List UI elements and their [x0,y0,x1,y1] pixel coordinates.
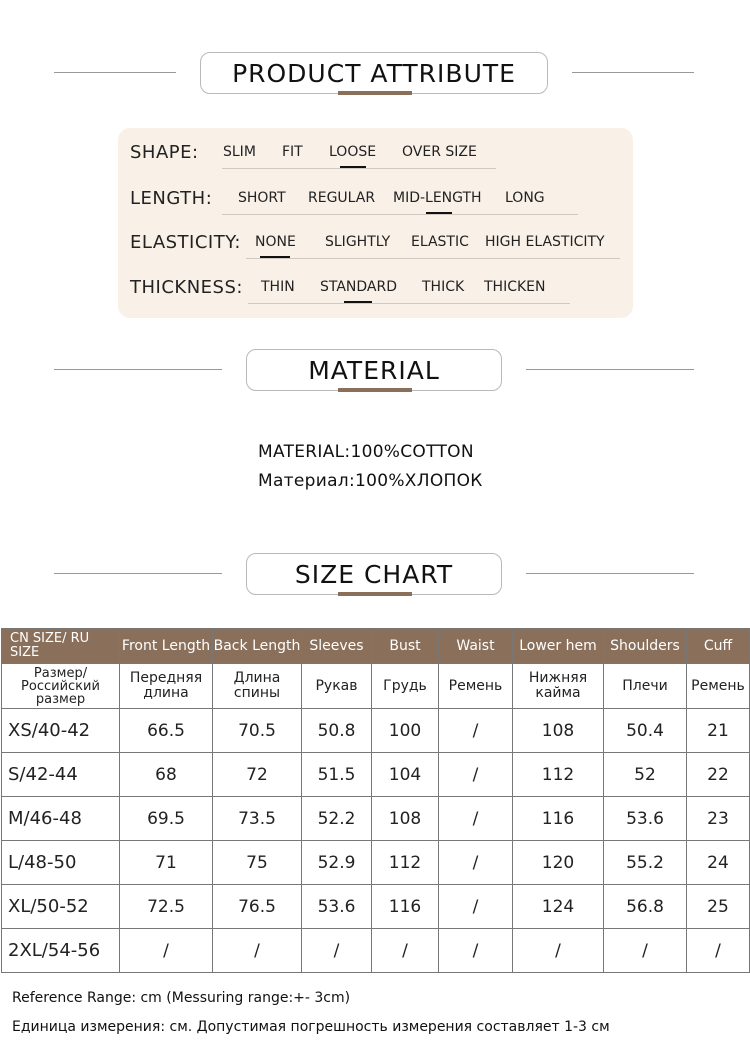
header-cell: Cuff [687,629,750,664]
section-title: PRODUCT ATTRIBUTE [200,52,548,94]
table-row [2,929,750,973]
header-ru-cell: Нижняя кайма [513,664,604,709]
divider-right [572,72,694,73]
size-label-cell: L/48-50 [2,841,120,885]
header-cell: Bust [372,629,439,664]
product-attribute-header [0,50,750,100]
table-cell: / [439,841,513,885]
table-cell: 71 [120,841,213,885]
divider-right [526,369,694,370]
table-row [2,753,750,797]
size-label-cell: M/46-48 [2,797,120,841]
table-row [2,841,750,885]
table-cell: 108 [513,709,604,753]
attr-option: REGULAR [308,190,376,206]
table-cell: / [439,797,513,841]
table-cell: / [439,709,513,753]
header-cell: Waist [439,629,513,664]
attr-baseline [222,214,578,215]
table-cell: 76.5 [213,885,302,929]
title-accent-bar [338,592,412,596]
attr-option: THICK [422,279,465,295]
divider-right [526,573,694,574]
title-accent-bar [338,388,412,392]
divider-left [54,573,222,574]
size-label-cell: XL/50-52 [2,885,120,929]
table-cell: 53.6 [604,797,687,841]
size-chart-table [1,628,750,973]
header-ru-cell: Передняя длина [120,664,213,709]
table-cell: 52.2 [302,797,372,841]
header-ru-cell: Грудь [372,664,439,709]
attr-option: HIGH ELASTICITY [485,234,605,250]
table-cell: 66.5 [120,709,213,753]
section-title: MATERIAL [246,349,502,391]
attr-option: ELASTIC [411,234,469,250]
selected-mark [426,212,452,214]
table-row [2,797,750,841]
table-cell: 56.8 [604,885,687,929]
table-cell: 72 [213,753,302,797]
attr-label: LENGTH: [130,188,213,209]
table-cell: 116 [513,797,604,841]
table-cell: / [213,929,302,973]
table-cell: 51.5 [302,753,372,797]
table-cell: 55.2 [604,841,687,885]
attr-option-selected: MID-LENGTH [393,190,482,206]
attr-option: THIN [261,279,295,295]
section-title: SIZE CHART [246,553,502,595]
table-cell: 72.5 [120,885,213,929]
table-cell: / [439,885,513,929]
attr-option: OVER SIZE [402,144,477,160]
selected-mark [344,301,372,303]
attr-option: LONG [505,190,545,206]
attr-label: SHAPE: [130,142,199,163]
material-line-en: MATERIAL:100%COTTON [258,442,474,462]
table-cell: 75 [213,841,302,885]
table-header-ru-row [2,664,750,709]
reference-note-en: Reference Range: cm (Messuring range:+- 3cm) [12,990,351,1006]
header-cell: CN SIZE/ RU SIZE [2,629,120,664]
attr-label: THICKNESS: [130,277,243,298]
title-accent-bar [338,91,412,95]
attr-label: ELASTICITY: [130,232,241,253]
material-header [0,347,750,397]
table-cell: / [439,753,513,797]
attr-option: SLIGHTLY [325,234,391,250]
header-cell: Lower hem [513,629,604,664]
selected-mark [340,166,366,168]
size-chart-header [0,551,750,601]
table-cell: 104 [372,753,439,797]
table-cell: 23 [687,797,750,841]
table-cell: / [372,929,439,973]
table-cell: / [120,929,213,973]
attr-option-selected: STANDARD [320,279,398,295]
table-cell: 50.8 [302,709,372,753]
attr-option: FIT [282,144,303,160]
header-cell: Sleeves [302,629,372,664]
table-cell: 116 [372,885,439,929]
material-line-ru: Материал:100%ХЛОПОК [258,471,483,491]
table-cell: 112 [513,753,604,797]
header-ru-cell: Ремень [439,664,513,709]
header-cell: Back Length [213,629,302,664]
header-ru-cell: Рукав [302,664,372,709]
table-cell: 100 [372,709,439,753]
attr-row-thickness [118,277,633,307]
table-header-row [2,629,750,664]
header-cell: Front Length [120,629,213,664]
size-label-cell: XS/40-42 [2,709,120,753]
table-cell: 73.5 [213,797,302,841]
attr-option: SHORT [238,190,286,206]
table-cell: / [439,929,513,973]
header-ru-cell: Плечи [604,664,687,709]
attr-option-selected: LOOSE [329,144,377,160]
table-cell: / [513,929,604,973]
attr-row-length [118,188,633,218]
size-label-cell: S/42-44 [2,753,120,797]
table-cell: 53.6 [302,885,372,929]
table-cell: 22 [687,753,750,797]
table-cell: 21 [687,709,750,753]
table-cell: 124 [513,885,604,929]
attr-baseline [246,258,620,259]
table-cell: 52.9 [302,841,372,885]
table-cell: 50.4 [604,709,687,753]
size-label-cell: 2XL/54-56 [2,929,120,973]
table-cell: 108 [372,797,439,841]
table-row [2,885,750,929]
attr-option: SLIM [223,144,256,160]
table-cell: 68 [120,753,213,797]
table-cell: 52 [604,753,687,797]
attr-baseline [222,168,496,169]
table-cell: / [687,929,750,973]
table-cell: / [302,929,372,973]
selected-mark [260,256,290,258]
table-cell: 24 [687,841,750,885]
table-cell: 69.5 [120,797,213,841]
header-ru-cell: Ремень [687,664,750,709]
divider-left [54,72,176,73]
header-ru-cell: Размер/ Российский размер [2,664,120,709]
attr-baseline [248,303,570,304]
header-cell: Shoulders [604,629,687,664]
divider-left [54,369,222,370]
attr-option-selected: NONE [255,234,296,250]
table-cell: 120 [513,841,604,885]
table-row [2,709,750,753]
table-cell: / [604,929,687,973]
attr-row-shape [118,142,633,172]
attribute-panel [118,128,633,318]
header-ru-cell: Длина спины [213,664,302,709]
attr-option: THICKEN [484,279,546,295]
table-cell: 25 [687,885,750,929]
reference-note-ru: Единица измерения: см. Допустимая погрешность измерения составляет 1-3 см [12,1019,610,1035]
attr-row-elasticity [118,232,633,262]
table-cell: 70.5 [213,709,302,753]
table-cell: 112 [372,841,439,885]
